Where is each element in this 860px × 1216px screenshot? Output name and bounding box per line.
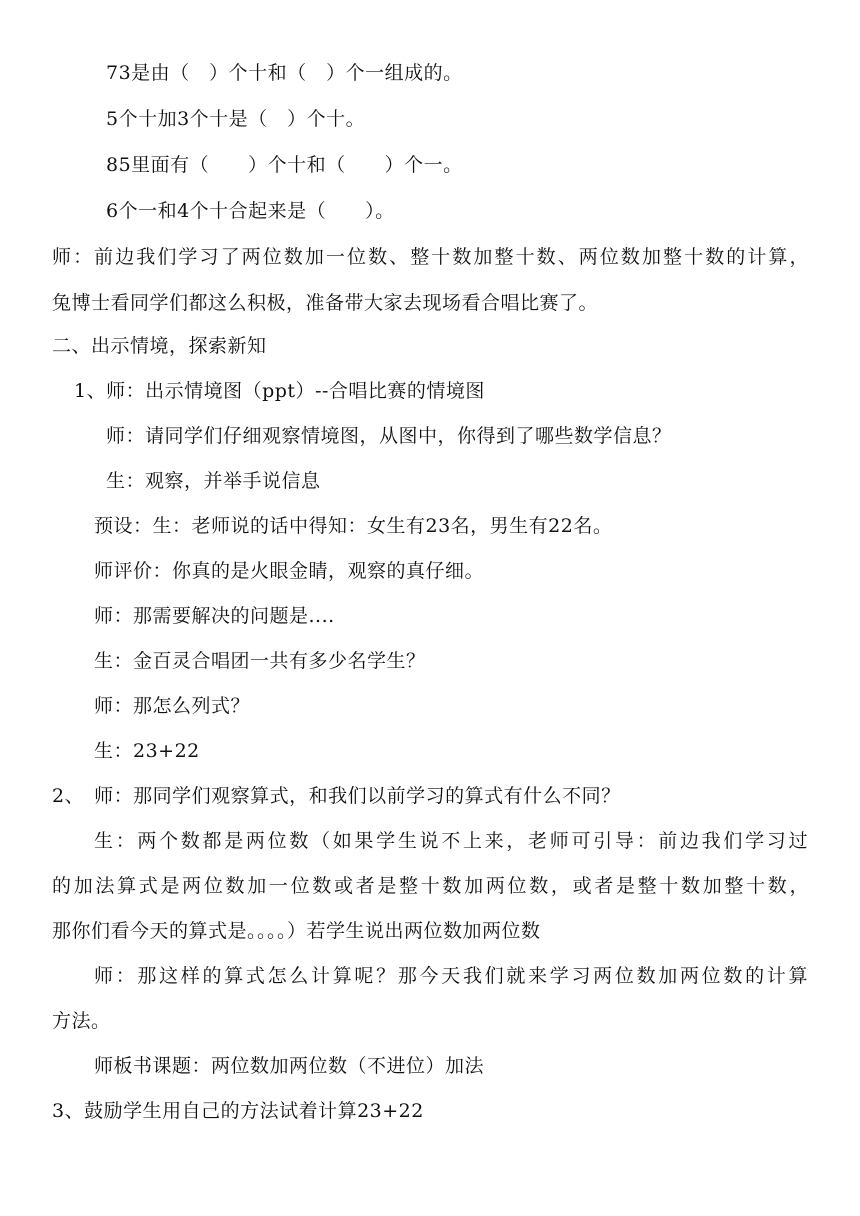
- paragraph-line: 师：那这样的算式怎么计算呢？那今天我们就来学习两位数加两位数的计算: [94, 965, 808, 987]
- paragraph-line: 生：金百灵合唱团一共有多少名学生？: [94, 650, 426, 672]
- exercise-line-1: 73是由（ ）个十和（ ）个一组成的。: [106, 62, 463, 84]
- paragraph-line: 师：那需要解决的问题是....: [94, 605, 335, 627]
- paragraph-line: 生：23+22: [94, 740, 200, 762]
- paragraph-line: 生：观察，并举手说信息: [106, 470, 321, 492]
- lesson-title-line: 师板书课题：两位数加两位数（不进位）加法: [94, 1055, 485, 1077]
- paragraph-line: 师：前边我们学习了两位数加一位数、整十数加整十数、两位数加整十数的计算，: [52, 246, 809, 268]
- step-heading: 2、 师：那同学们观察算式，和我们以前学习的算式有什么不同？: [52, 785, 621, 807]
- paragraph-line: 那你们看今天的算式是。。。。）若学生说出两位数加两位数: [52, 920, 541, 942]
- section-heading: 二、出示情境，探索新知: [52, 335, 267, 357]
- paragraph-line: 师评价：你真的是火眼金睛，观察的真仔细。: [94, 560, 485, 582]
- paragraph-line: 预设：生：老师说的话中得知：女生有23名，男生有22名。: [94, 515, 613, 537]
- paragraph-line: 生：两个数都是两位数（如果学生说不上来，老师可引导：前边我们学习过: [94, 830, 808, 852]
- step-heading: 3、鼓励学生用自己的方法试着计算23+22: [52, 1100, 424, 1122]
- paragraph-line: 师：那怎么列式？: [94, 695, 251, 717]
- exercise-line-2: 5个十加3个十是（ ）个十。: [106, 108, 366, 130]
- paragraph-line: 师：请同学们仔细观察情境图，从图中，你得到了哪些数学信息？: [106, 425, 672, 447]
- paragraph-line: 兔博士看同学们都这么积极，准备带大家去现场看合唱比赛了。: [52, 292, 599, 314]
- exercise-line-4: 6个一和4个十合起来是（ ）。: [106, 200, 395, 222]
- step-heading: 1、师：出示情境图（ppt）--合唱比赛的情境图: [74, 380, 485, 402]
- paragraph-line: 的加法算式是两位数加一位数或者是整十数加两位数，或者是整十数加整十数，: [52, 875, 809, 897]
- paragraph-line: 方法。: [52, 1010, 111, 1032]
- exercise-line-3: 85里面有（ ）个十和（ ）个一。: [106, 154, 463, 176]
